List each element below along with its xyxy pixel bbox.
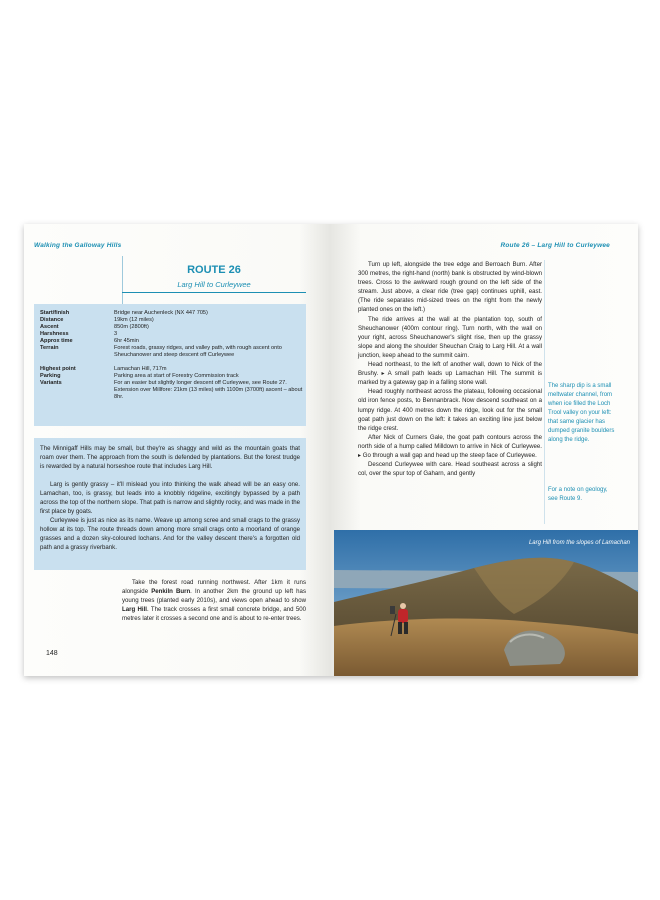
place-name: Penkiln Burn bbox=[151, 588, 191, 596]
sidebar-rule bbox=[544, 260, 545, 524]
sidebar-note: The sharp dip is a small meltwater channel, from when ice filled the Loch Trool valley on your left: that same glacier has dumped granite boulders along the ridge. bbox=[548, 383, 615, 443]
body-text: Take the forest road running northwest. After 1km it runs alongside bbox=[122, 579, 306, 596]
place-name: Larg Hill bbox=[122, 606, 147, 614]
body-text: . In another 2km the ground up left has young trees (planted early 2010s), and views open ahead to show bbox=[122, 588, 306, 605]
book-spread bbox=[24, 224, 638, 676]
walker-jacket bbox=[398, 609, 408, 623]
info-key: Harshness bbox=[40, 331, 69, 337]
info-value: For an easier but slightly longer descent off Curleywee, see Route 27. Extension over Millfore: 21km (13 miles) with 1100m (3700ft) ascent – about 8hr. bbox=[114, 380, 303, 400]
body-paragraph: After Nick of Curners Gale, the goat path contours across the north side of a hump called Milldown to arrive in Nick of Curleywee. ▸ Go through a wall gap and head up the steep face of Curleywee. bbox=[358, 433, 542, 459]
info-key: Terrain bbox=[40, 345, 59, 351]
body-paragraph: Head northeast, to the left of another wall, down to Nick of the Brushy. ▸ A small path leads up Lamachan Hill. The summit is marked by a gateway gap in a falling stone wall. bbox=[358, 361, 542, 387]
intro-paragraph: Larg is gently grassy – it'll mislead you into thinking the walk ahead will be an easy one. Lamachan, too, is grassy, but leads into a knobbly ridgeline, excitingly bypassed by a path across the top of the northern slope. That path is narrow and slightly rocky, and was made in the first place by goats. bbox=[40, 481, 300, 516]
info-value: 3 bbox=[114, 331, 118, 337]
info-key: Variants bbox=[40, 380, 62, 386]
info-value: 6hr 45min bbox=[114, 338, 139, 344]
info-value: Forest roads, grassy ridges, and valley path, with rough ascent onto Sheuchanower and steep descent off Curleywee bbox=[114, 345, 282, 358]
walker-leg bbox=[398, 622, 402, 634]
walker-leg bbox=[404, 622, 408, 634]
intro-paragraph: The Minnigaff Hills may be small, but they're as shaggy and wild as the mountain goats that roam over them. The approach from the south is defended by plantations. But the forest trudge is rewarded by a natural horseshoe route that includes Larg Hill. bbox=[40, 445, 300, 471]
route-directions-start bbox=[122, 578, 306, 623]
body-paragraph: Turn up left, alongside the tree edge and Berroach Burn. After 300 metres, the right-hand (north) bank is obstructed by wind-blown trees. Cross to the awkward rough ground on the left side of the stream. Just above, a clear ride (tree gap) continues uphill, east. (The ride separates mid-sized trees on the right from the newly planted ones on the left.) bbox=[358, 261, 542, 314]
body-paragraph: Head roughly northeast across the plateau, following occasional old iron fence posts, to Bennanbrack. Now descend southeast on a lumpy ridge. At 400 metres down the ridge, look out for the small goat path just down on the left: it takes an exciting line just below the ridge crest. bbox=[358, 388, 542, 432]
page-number: 148 bbox=[46, 650, 58, 657]
info-key: Ascent bbox=[40, 324, 59, 330]
info-value: Lamachan Hill, 717m bbox=[114, 366, 167, 372]
running-head-left: Walking the Galloway Hills bbox=[34, 242, 122, 249]
info-key: Highest point bbox=[40, 366, 76, 372]
body-paragraph: The ride arrives at the wall at the plantation top, south of Sheuchanower (400m contour ring). Turn north, with the wall on your right, across Sheuchanower's slight rise, then up the grassy slope and along the shoulder Sheuchan Craig to Larg Hill. At a wall junction, keep ahead to the summit cairn. bbox=[358, 315, 542, 359]
sidebar-note: For a note on geology, see Route 9. bbox=[548, 487, 608, 502]
body-paragraph bbox=[122, 578, 306, 623]
second-walker bbox=[390, 606, 395, 614]
landscape-photo bbox=[334, 530, 638, 676]
info-value: Bridge near Auchenleck (NX 447 705) bbox=[114, 310, 208, 316]
left-page bbox=[24, 224, 330, 676]
info-value: 19km (12 miles) bbox=[114, 317, 154, 323]
route-title: ROUTE 26 bbox=[187, 264, 241, 276]
body-paragraph: Descend Curleywee with care. Head southeast across a slight col, over the spur top of Gaharn, and gently bbox=[358, 461, 542, 478]
right-page bbox=[330, 224, 638, 676]
info-key: Parking bbox=[40, 373, 61, 379]
running-head-right: Route 26 – Larg Hill to Curleywee bbox=[500, 242, 610, 249]
info-value: 850m (2800ft) bbox=[114, 324, 149, 330]
info-key: Approx time bbox=[40, 338, 73, 344]
body-text: . The track crosses a first small concrete bridge, and 500 metres later it crosses a second one and is about to re-enter trees. bbox=[122, 606, 306, 623]
photo-caption: Larg Hill from the slopes of Lamachan bbox=[528, 540, 630, 546]
info-key: Distance bbox=[40, 317, 64, 323]
route-subtitle: Larg Hill to Curleywee bbox=[177, 280, 251, 289]
title-rule bbox=[122, 292, 306, 293]
walker-head bbox=[400, 603, 406, 609]
photo-illustration bbox=[334, 530, 638, 676]
intro-paragraph: Curleywee is just as nice as its name. Weave up among scree and small crags to the grassy hollow at its top. The route threads down among more small crags onto a moorland of orange grasses and a dozen sky-coloured lochans. And for the valley descent there's a forgotten old path and a grassy riverbank. bbox=[40, 517, 300, 552]
route-info-box bbox=[34, 304, 306, 426]
route-directions bbox=[358, 260, 542, 478]
info-value: Parking area at start of Forestry Commission track bbox=[114, 373, 239, 379]
info-key: Start/finish bbox=[40, 310, 70, 316]
intro-box bbox=[34, 438, 306, 570]
